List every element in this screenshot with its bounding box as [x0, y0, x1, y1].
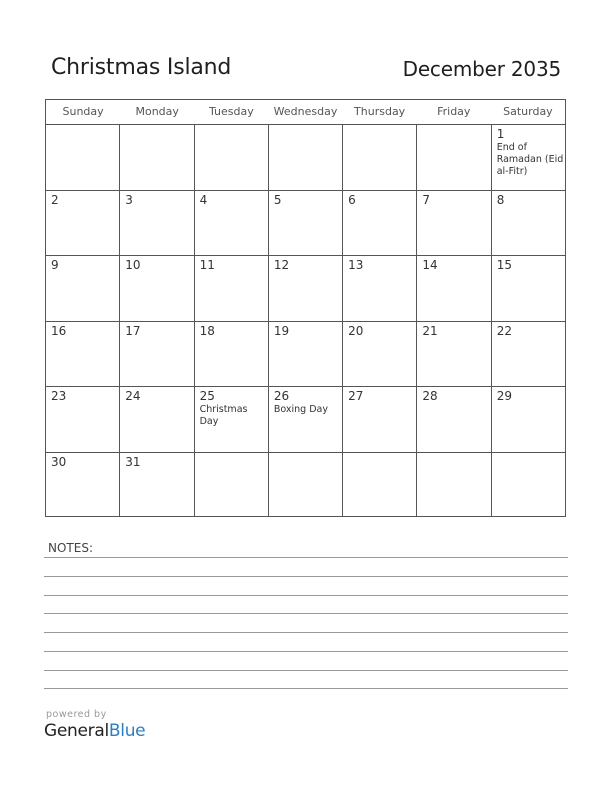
day-number: 20 [348, 323, 364, 338]
day-cell [417, 322, 491, 387]
day-number: 3 [125, 192, 133, 207]
powered-by-text: powered by [46, 709, 107, 720]
day-number: 27 [348, 389, 364, 403]
day-number: 18 [199, 323, 215, 338]
day-cell [195, 387, 269, 452]
day-number: 12 [273, 258, 290, 272]
calendar-week [46, 387, 565, 453]
day-number: 11 [199, 258, 215, 272]
day-cell [195, 256, 269, 321]
day-cell [195, 322, 269, 387]
day-cell [120, 453, 194, 518]
day-number: 9 [51, 258, 59, 272]
day-number: 23 [51, 389, 67, 403]
holiday-label: End of Ramadan (Eid al-Fitr) [496, 142, 564, 177]
note-line [44, 670, 568, 671]
notes-label: NOTES: [48, 541, 93, 555]
calendar-weeks [46, 125, 565, 517]
note-line [44, 688, 568, 689]
generalblue-logo[interactable] [44, 721, 145, 741]
day-cell [417, 256, 491, 321]
brand-blue: Blue [108, 721, 146, 741]
day-cell [343, 453, 417, 518]
day-number: 17 [125, 323, 141, 338]
day-number: 15 [496, 258, 512, 272]
day-cell [269, 387, 343, 452]
note-line [44, 576, 568, 577]
day-cell [269, 453, 343, 518]
day-cell [492, 256, 565, 321]
day-cell [492, 453, 565, 518]
day-number: 31 [125, 454, 141, 469]
day-number: 26 [273, 389, 290, 403]
day-cell [417, 453, 491, 518]
day-number: 4 [199, 192, 208, 207]
day-number: 14 [422, 258, 438, 272]
note-line [44, 557, 568, 558]
day-number: 16 [51, 323, 67, 338]
day-cell [343, 191, 417, 256]
day-number: 7 [422, 192, 431, 207]
calendar-week [46, 322, 565, 388]
day-cell [417, 191, 491, 256]
day-number: 19 [273, 323, 290, 338]
brand-general: General [44, 721, 109, 741]
day-cell [120, 256, 194, 321]
calendar-week [46, 191, 565, 257]
day-cell [46, 256, 120, 321]
day-cell [492, 191, 565, 256]
calendar-grid [45, 99, 566, 517]
day-cell [46, 387, 120, 452]
day-cell [343, 125, 417, 190]
day-number: 30 [51, 454, 67, 469]
day-cell [492, 125, 565, 190]
day-cell [120, 125, 194, 190]
weekday-sunday: Sunday [62, 105, 104, 118]
calendar-week [46, 125, 565, 191]
day-cell [492, 322, 565, 387]
day-cell [46, 191, 120, 256]
day-cell [195, 125, 269, 190]
day-cell [343, 322, 417, 387]
day-cell [195, 453, 269, 518]
day-number: 22 [496, 323, 512, 338]
day-cell [343, 256, 417, 321]
calendar-country-title: Christmas Island [51, 55, 232, 80]
day-cell [417, 387, 491, 452]
weekday-monday: Monday [135, 105, 179, 118]
day-number: 2 [51, 192, 59, 207]
calendar-week [46, 453, 565, 518]
day-cell [120, 322, 194, 387]
day-cell [269, 256, 343, 321]
calendar-week [46, 256, 565, 322]
weekday-wednesday: Wednesday [273, 105, 338, 118]
day-cell [120, 191, 194, 256]
note-line [44, 632, 568, 633]
weekday-tuesday: Tuesday [208, 105, 254, 118]
day-cell [492, 387, 565, 452]
day-number: 5 [273, 192, 282, 207]
day-cell [269, 322, 343, 387]
day-number: 21 [422, 323, 438, 338]
note-line [44, 651, 568, 652]
note-line [44, 613, 568, 614]
holiday-label: Christmas Day [199, 404, 248, 427]
day-cell [46, 453, 120, 518]
calendar-month-title: December 2035 [402, 57, 561, 81]
day-cell [269, 125, 343, 190]
day-cell [343, 387, 417, 452]
day-cell [195, 191, 269, 256]
weekday-header [46, 100, 565, 125]
day-number: 13 [348, 258, 364, 272]
weekday-thursday: Thursday [354, 105, 406, 118]
day-number: 1 [496, 127, 505, 141]
holiday-label: Boxing Day [273, 404, 328, 415]
day-number: 28 [422, 389, 438, 403]
day-number: 8 [496, 192, 505, 207]
day-cell [417, 125, 491, 190]
day-number: 24 [125, 389, 141, 403]
day-number: 25 [199, 389, 215, 403]
day-number: 6 [348, 192, 356, 207]
day-number: 29 [496, 389, 512, 403]
day-cell [46, 322, 120, 387]
day-cell [269, 191, 343, 256]
day-cell [46, 125, 120, 190]
day-cell [120, 387, 194, 452]
day-number: 10 [125, 258, 141, 272]
note-line [44, 595, 568, 596]
weekday-friday: Friday [437, 105, 471, 118]
weekday-saturday: Saturday [503, 105, 553, 118]
